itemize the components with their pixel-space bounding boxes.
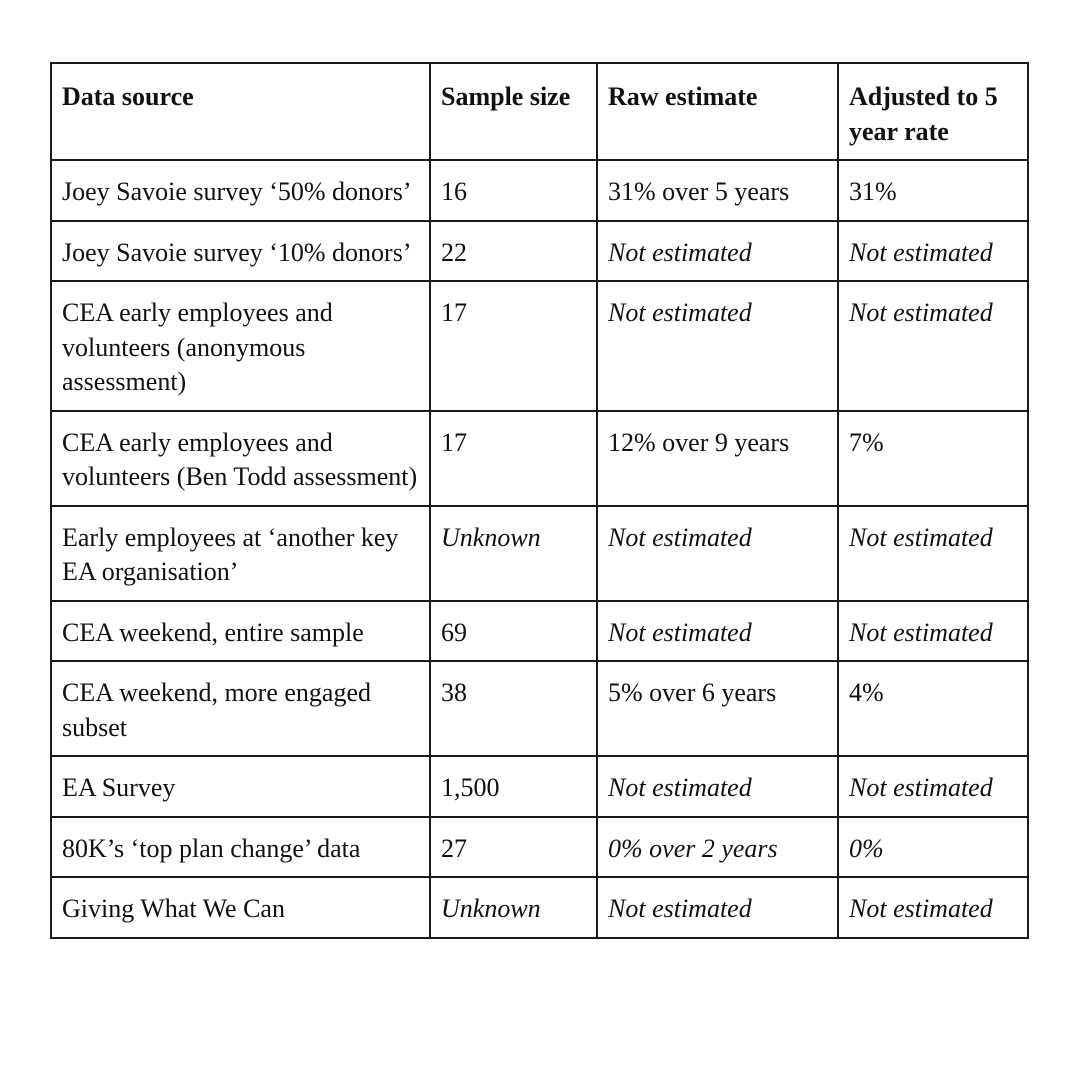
cell-data-source: CEA weekend, more engaged subset	[51, 661, 430, 756]
cell-sample-size: 27	[430, 817, 597, 878]
data-table	[50, 62, 1029, 939]
cell-adjusted-rate: Not estimated	[838, 221, 1028, 282]
cell-sample-size: Unknown	[430, 877, 597, 938]
cell-data-source: CEA weekend, entire sample	[51, 601, 430, 662]
cell-raw-estimate: Not estimated	[597, 281, 838, 411]
cell-raw-estimate: Not estimated	[597, 506, 838, 601]
cell-adjusted-rate: 7%	[838, 411, 1028, 506]
table-row	[51, 756, 1028, 817]
cell-sample-size: Unknown	[430, 506, 597, 601]
table-body	[51, 160, 1028, 938]
header-adjusted-rate: Adjusted to 5 year rate	[838, 63, 1028, 160]
cell-data-source: CEA early employees and volunteers (anonymous assessment)	[51, 281, 430, 411]
table-row	[51, 160, 1028, 221]
table-row	[51, 221, 1028, 282]
table-row	[51, 877, 1028, 938]
cell-raw-estimate: 0% over 2 years	[597, 817, 838, 878]
cell-sample-size: 17	[430, 281, 597, 411]
header-sample-size: Sample size	[430, 63, 597, 160]
cell-adjusted-rate: 0%	[838, 817, 1028, 878]
cell-data-source: CEA early employees and volunteers (Ben Todd assessment)	[51, 411, 430, 506]
cell-sample-size: 22	[430, 221, 597, 282]
cell-data-source: Joey Savoie survey ‘50% donors’	[51, 160, 430, 221]
cell-adjusted-rate: Not estimated	[838, 756, 1028, 817]
cell-sample-size: 69	[430, 601, 597, 662]
table-row	[51, 601, 1028, 662]
table-row	[51, 661, 1028, 756]
cell-adjusted-rate: Not estimated	[838, 877, 1028, 938]
cell-data-source: 80K’s ‘top plan change’ data	[51, 817, 430, 878]
header-data-source: Data source	[51, 63, 430, 160]
cell-raw-estimate: Not estimated	[597, 221, 838, 282]
header-row	[51, 63, 1028, 160]
table-row	[51, 281, 1028, 411]
cell-sample-size: 1,500	[430, 756, 597, 817]
cell-raw-estimate: Not estimated	[597, 601, 838, 662]
cell-adjusted-rate: Not estimated	[838, 506, 1028, 601]
table-row	[51, 506, 1028, 601]
cell-data-source: Joey Savoie survey ‘10% donors’	[51, 221, 430, 282]
cell-sample-size: 38	[430, 661, 597, 756]
cell-sample-size: 17	[430, 411, 597, 506]
cell-raw-estimate: 5% over 6 years	[597, 661, 838, 756]
cell-data-source: Giving What We Can	[51, 877, 430, 938]
header-raw-estimate: Raw estimate	[597, 63, 838, 160]
table-row	[51, 411, 1028, 506]
cell-raw-estimate: Not estimated	[597, 756, 838, 817]
cell-raw-estimate: 12% over 9 years	[597, 411, 838, 506]
cell-adjusted-rate: 31%	[838, 160, 1028, 221]
cell-raw-estimate: 31% over 5 years	[597, 160, 838, 221]
cell-data-source: Early employees at ‘another key EA organisation’	[51, 506, 430, 601]
cell-sample-size: 16	[430, 160, 597, 221]
cell-data-source: EA Survey	[51, 756, 430, 817]
cell-adjusted-rate: Not estimated	[838, 281, 1028, 411]
table-row	[51, 817, 1028, 878]
cell-adjusted-rate: Not estimated	[838, 601, 1028, 662]
cell-raw-estimate: Not estimated	[597, 877, 838, 938]
cell-adjusted-rate: 4%	[838, 661, 1028, 756]
